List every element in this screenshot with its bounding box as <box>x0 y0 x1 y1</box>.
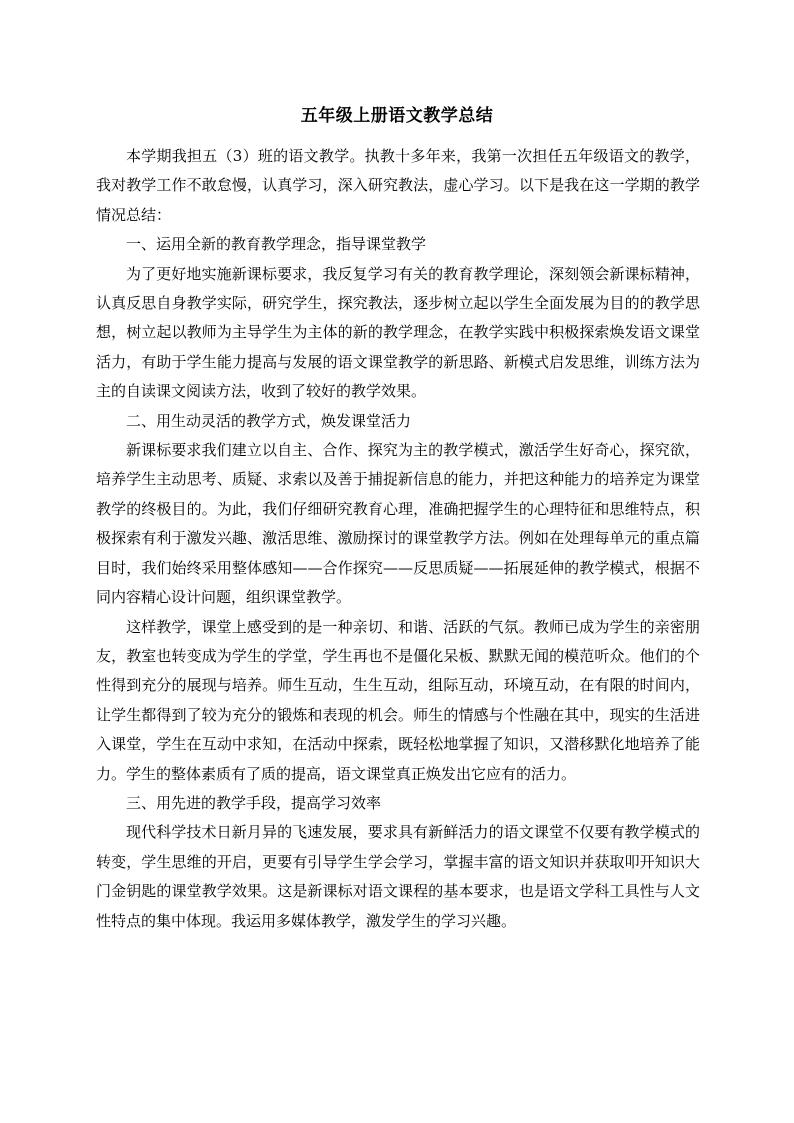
document-title: 五年级上册语文教学总结 <box>300 106 494 126</box>
paragraph-intro: 本学期我担五（3）班的语文教学。执教十多年来，我第一次担任五年级语文的教学，我对教学工作不敢怠慢，认真学习，深入研究教法，虚心学习。以下是我在这一学期的教学情况总结： <box>96 147 700 224</box>
paragraph-section-3: 现代科学技术日新月异的飞速发展，要求具有新鲜活力的语文课堂不仅要有教学模式的转变，学生思维的开启，更要有引导学生学会学习，掌握丰富的语文知识并获取叩开知识大门金钥匙的课堂教学效果。这是新课标对语文课程的基本要求，也是语文学科工具性与人文性特点的集中体现。我运用多媒体教学，激发学生的学习兴趣。 <box>96 823 700 930</box>
paragraph-section-1: 为了更好地实施新课标要求，我反复学习有关的教育教学理论，深刻领会新课标精神，认真反思自身教学实际，研究学生，探究教法，逐步树立起以学生全面发展为目的的教学思想，树立起以教师为主导学生为主体的新的教学理念，在教学实践中积极探索焕发语文课堂活力，有助于学生能力提高与发展的语文课堂教学的新思路、新模式启发思维，训练方法为主的自读课文阅读方法，收到了较好的教学效果。 <box>96 264 700 401</box>
section-heading-2: 二、用生动灵活的教学方式，焕发课堂活力 <box>126 411 412 430</box>
paragraph-section-2b: 这样教学，课堂上感受到的是一种亲切、和谐、活跃的气氛。教师已成为学生的亲密朋友，教室也转变成为学生的学堂，学生再也不是僵化呆板、默默无闻的模范听众。他们的个性得到充分的展现与培养。师生互动，生生互动，组际互动，环境互动，在有限的时间内，让学生都得到了较为充分的锻炼和表现的机会。师生的情感与个性融在其中，现实的生活进入课堂，学生在互动中求知，在活动中探索，既轻松地掌握了知识，又潜移默化地培养了能力。学生的整体素质有了质的提高，语文课堂真正焕发出它应有的活力。 <box>96 617 700 783</box>
paragraph-section-2a: 新课标要求我们建立以自主、合作、探究为主的教学模式，激活学生好奇心，探究欲，培养学生主动思考、质疑、求索以及善于捕捉新信息的能力，并把这种能力的培养定为课堂教学的终极目的。为此，我们仔细研究教育心理，准确把握学生的心理特征和思维特点，积极探索有利于激发兴趣、激活思维、激励探讨的课堂教学方法。例如在处理每单元的重点篇目时，我们始终采用整体感知——合作探究——反思质疑——拓展延伸的教学模式，根据不同内容精心设计问题，组织课堂教学。 <box>96 441 700 607</box>
document-body <box>96 142 700 936</box>
section-heading-3: 三、用先进的教学手段，提高学习效率 <box>126 793 382 812</box>
section-heading-1: 一、运用全新的教育教学理念，指导课堂教学 <box>126 235 427 254</box>
